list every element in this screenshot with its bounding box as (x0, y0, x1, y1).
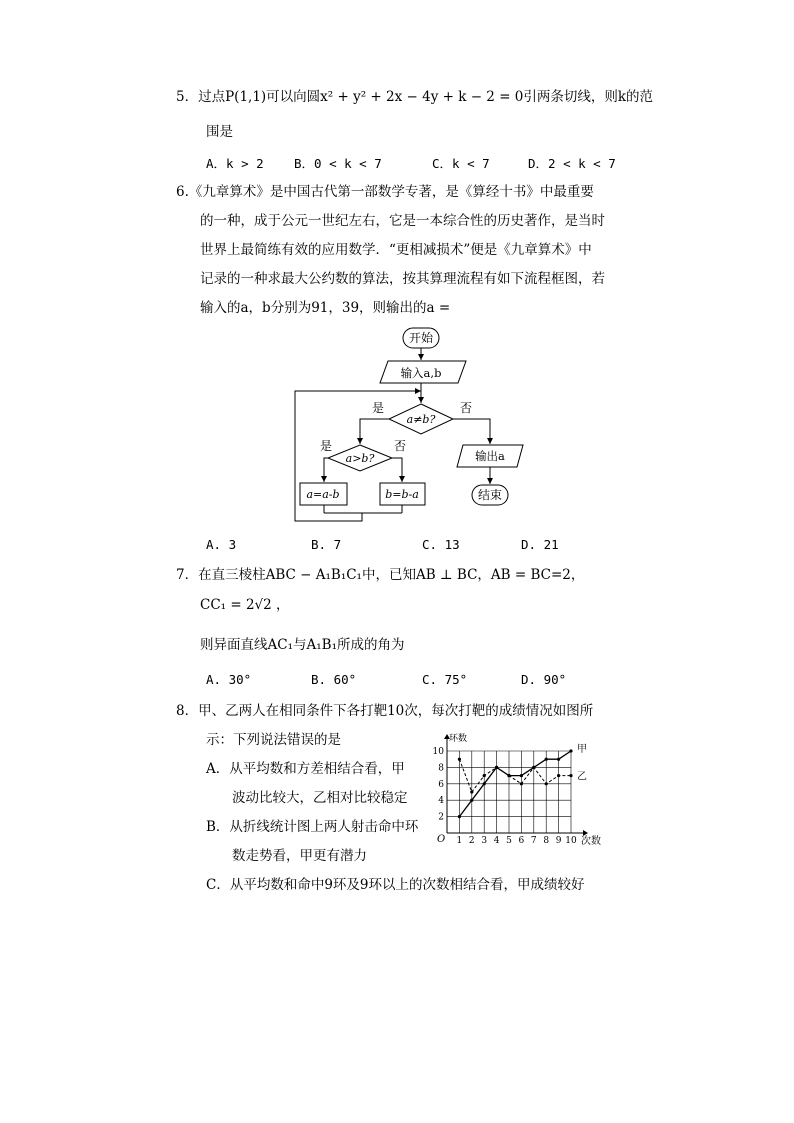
flow-cond2-label: a>b? (345, 452, 375, 465)
x-tick-label: 3 (481, 836, 488, 846)
series-point-yi (470, 790, 473, 793)
flow-cond2-diamond (328, 445, 392, 471)
flow-end-label: 结束 (477, 488, 503, 502)
q8-line1: 8．甲、乙两人在相同条件下各打靶10次，每次打靶的成绩情况如图所 (176, 703, 594, 719)
q5-line1: 5．过点P(1,1)可以向圆x² + y² + 2x − 4y + k − 2 = 0引两条切线，则k的范 (176, 89, 654, 105)
y-tick-label: 10 (432, 747, 444, 757)
series-point-yi (458, 758, 461, 761)
q8-option-b-line1: B．从折线统计图上两人射击命中环 (206, 819, 419, 835)
q5-line2: 围是 (206, 124, 233, 140)
q8-option-c: C．从平均数和命中9环及9环以上的次数相结合看，甲成绩较好 (206, 877, 585, 893)
x-tick-label: 7 (530, 836, 537, 846)
x-tick-label: 10 (565, 836, 577, 846)
flow-start-box (403, 328, 439, 348)
q5-option-b: B．0 < k < 7 (294, 156, 382, 171)
score-line-chart (425, 733, 625, 858)
q5-option-a: A．k > 2 (206, 156, 264, 171)
x-tick-label: 2 (468, 836, 475, 846)
y-tick-label: 2 (438, 812, 444, 823)
series-point-yi (557, 774, 560, 777)
series-point-yi (483, 774, 486, 777)
flow-input-box (380, 361, 466, 383)
flow-input-label: 输入a,b (400, 366, 442, 380)
y-tick-label: 8 (438, 763, 444, 774)
q8-line2: 示：下列说法错误的是 (206, 732, 341, 748)
series-point-yi (507, 774, 510, 777)
origin-label: O (437, 834, 446, 845)
series-point-yi (545, 782, 548, 785)
y-tick-label: 6 (438, 779, 444, 790)
x-tick-label: 8 (543, 836, 550, 846)
q7-option-d: D. 90° (521, 672, 567, 687)
q7-line3: 则异面直线AC₁与A₁B₁所成的角为 (200, 637, 405, 653)
x-tick-label: 4 (493, 836, 500, 846)
series-point-jia (483, 782, 486, 785)
series-point-yi (569, 774, 572, 777)
series-point-yi (495, 766, 498, 769)
flow-cond1-label: a≠b? (406, 413, 436, 426)
series-point-jia (520, 774, 523, 777)
flow-no2-label: 否 (393, 439, 407, 453)
y-tick-label: 4 (438, 796, 444, 807)
x-tick-label: 5 (506, 836, 512, 846)
flow-cond1-diamond (389, 404, 453, 434)
q6-option-b: B. 7 (311, 537, 342, 552)
q6-option-a: A. 3 (206, 537, 237, 552)
flow-output-label: 输出a (475, 449, 505, 463)
flow-start-label: 开始 (408, 331, 434, 345)
series-point-yi (520, 782, 523, 785)
q7-option-c: C. 75° (422, 672, 468, 687)
q8-option-a-line1: A．从平均数和方差相结合看，甲 (206, 761, 405, 777)
q6-option-d: D. 21 (521, 537, 559, 552)
x-axis-label: 次数 (581, 836, 601, 847)
q5-option-d: D．2 < k < 7 (528, 156, 616, 171)
q7-option-a: A. 30° (206, 672, 252, 687)
flow-output-box (457, 445, 523, 467)
q6-line5: 输入的a，b分别为91，39，则输出的a = (200, 300, 451, 316)
flow-no1-label: 否 (459, 401, 473, 415)
flow-box-b-label: b=b-a (385, 488, 419, 501)
q8-option-b-line2: 数走势看，甲更有潜力 (232, 848, 367, 864)
flow-yes1-label: 是 (371, 401, 385, 415)
flow-box-b (380, 483, 425, 505)
series-label-jia: 甲 (577, 744, 587, 755)
x-tick-label: 6 (518, 836, 525, 846)
series-label-yi: 乙 (577, 771, 587, 783)
q8-option-a-line2: 波动比较大，乙相对比较稳定 (232, 790, 408, 806)
q5-option-c: C．k < 7 (432, 156, 490, 171)
flow-end-box (472, 485, 508, 505)
series-point-jia (569, 749, 572, 752)
chart-grid (447, 751, 571, 833)
series-point-jia (470, 799, 473, 802)
q7-line1: 7．在直三棱柱ABC − A₁B₁C₁中，已知AB ⊥ BC，AB = BC=2， (176, 567, 585, 583)
series-point-jia (545, 758, 548, 761)
series-point-jia (458, 815, 461, 818)
series-point-jia (557, 758, 560, 761)
y-axis-label: 环数 (449, 734, 468, 744)
q7-option-b: B. 60° (311, 672, 357, 687)
chart-series (458, 743, 587, 818)
q6-line3: 世界上最简练有效的应用数学．“更相减损术”便是《九章算术》中 (200, 242, 592, 258)
flow-box-a-label: a=a-b (306, 488, 340, 501)
q7-line2: CC₁ = 2√2 ， (200, 597, 290, 613)
flow-yes2-label: 是 (319, 439, 333, 453)
x-tick-label: 1 (456, 836, 463, 846)
q6-line2: 的一种，成于公元一世纪左右，它是一本综合性的历史著作，是当时 (200, 213, 605, 229)
flow-box-a (300, 483, 347, 505)
q6-option-c: C. 13 (422, 537, 460, 552)
chart-axes (444, 734, 588, 836)
q6-line1: 6.《九章算术》是中国古代第一部数学专著，是《算经十书》中最重要 (176, 184, 594, 200)
x-tick-label: 9 (555, 836, 562, 846)
q6-line4: 记录的一种求最大公约数的算法，按其算理流程有如下流程框图，若 (200, 271, 605, 287)
chart-tick-labels (433, 733, 601, 847)
series-point-yi (532, 766, 535, 769)
